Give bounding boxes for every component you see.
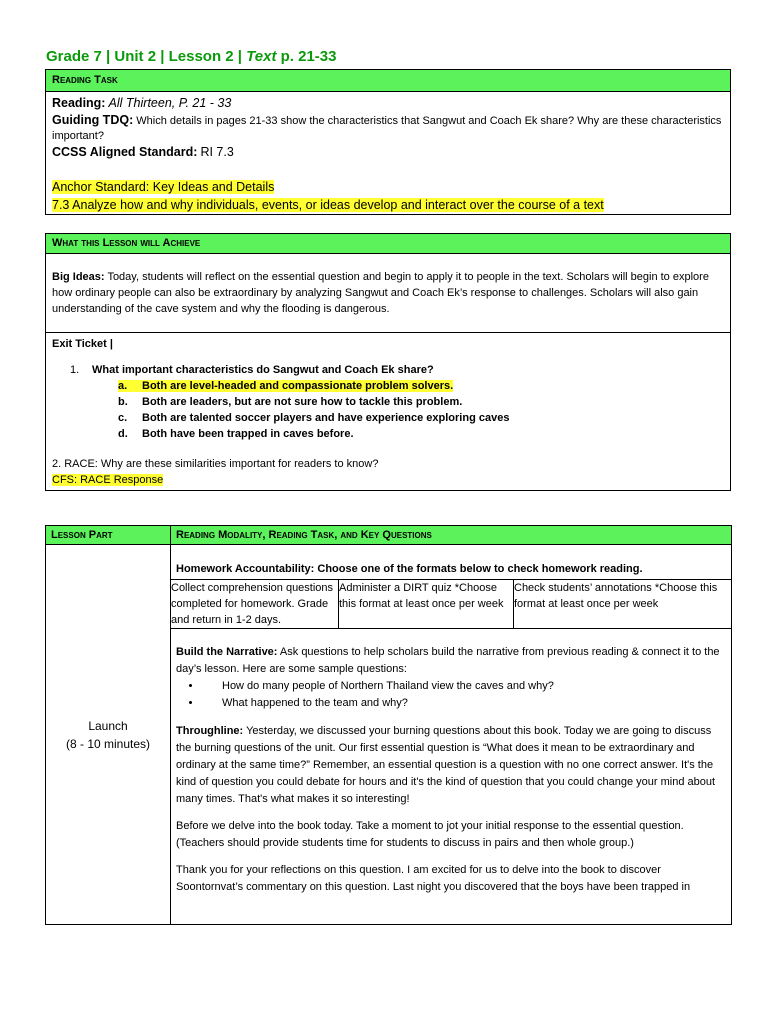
- standard-text: 7.3 Analyze how and why individuals, events, or ideas develop and interact over the course of a text: [52, 198, 604, 212]
- exit-ticket-label: Exit Ticket |: [52, 338, 113, 350]
- lesson-part-cell: [46, 545, 171, 925]
- option-a: [118, 378, 724, 394]
- title-suffix: p. 21-33: [276, 48, 337, 65]
- lesson-table: [45, 525, 732, 925]
- option-text: Both are talented soccer players and have experience exploring caves: [142, 412, 510, 424]
- q1-text: What important characteristics do Sangwut and Coach Ek share?: [92, 364, 434, 376]
- narrative-label: Build the Narrative:: [176, 646, 278, 658]
- option-d: [118, 426, 724, 442]
- col-header-reading-modality: Reading Modality, Reading Task, and Key Questions: [171, 526, 732, 545]
- reading-value: All Thirteen, P. 21 - 33: [108, 96, 232, 110]
- exit-ticket: [46, 333, 730, 492]
- list-item: • How do many people of Northern Thailand view the caves and why?: [202, 678, 726, 695]
- page-title: [46, 48, 336, 65]
- big-ideas: [46, 254, 730, 333]
- reading-label: Reading:: [52, 96, 106, 110]
- tdq-label: Guiding TDQ:: [52, 113, 134, 127]
- format-option: Administer a DIRT quiz *Choose this format at least once per week: [339, 580, 514, 629]
- option-c: [118, 410, 724, 426]
- option-letter: d.: [118, 428, 128, 440]
- tdq-value: Which details in pages 21-33 show the characteristics that Sangwut and Coach Ek share? Why are these characteristics important?: [52, 115, 722, 142]
- title-prefix: Grade 7 | Unit 2 | Lesson 2 |: [46, 48, 247, 65]
- title-text-italic: Text: [246, 48, 277, 65]
- q1-number: 1.: [70, 364, 80, 376]
- build-narrative: [176, 644, 726, 678]
- throughline-text: Yesterday, we discussed your burning questions about this book. Today we are going to discuss the burning questions of the unit. Our first essential question is “What does it mean to be extraordinary and ordinary at the same time?” Remember, an essential question is a question with no one correct answer. It's the kind of question you could debate for hours and it's the kind of question that you could change your mind about many times. That's what makes it so interesting!: [176, 725, 716, 805]
- col-header-lesson-part: Lesson Part: [46, 526, 171, 545]
- option-letter: a.: [118, 380, 128, 392]
- sample-questions-list: [176, 678, 726, 712]
- guiding-tdq: [52, 113, 724, 144]
- throughline-label: Throughline:: [176, 725, 244, 737]
- big-ideas-text: Today, students will reflect on the essential question and begin to apply it to people in the text. Scholars will begin to explore how ordinary people can also be extraordinary by analyzing Sangwut and Coach Ek’s response to challenges. Scholars will also gain understanding of the cave system and why the flooding is dangerous.: [52, 271, 709, 315]
- option-letter: b.: [118, 396, 128, 408]
- option-text: Both have been trapped in caves before.: [142, 428, 354, 440]
- option-letter: c.: [118, 412, 128, 424]
- cfs-label: CFS: RACE Response: [52, 474, 164, 486]
- thanks-paragraph: Thank you for your reflections on this question. I am excited for us to delve into the book to discover Soontornvat’s commentary on this question. Last night you discovered that the boys have been trapped in: [176, 864, 691, 893]
- format-options-table: [171, 579, 731, 629]
- question-2: 2. RACE: Why are these similarities important for readers to know?: [52, 458, 379, 470]
- option-b: [118, 394, 724, 410]
- reading-task-box: [45, 69, 731, 215]
- part-name: Launch: [88, 718, 128, 733]
- list-item: • What happened to the team and why?: [202, 695, 726, 712]
- homework-accountability: Homework Accountability: Choose one of the formats below to check homework reading.: [176, 563, 643, 575]
- achieve-header: What this Lesson will Achieve: [46, 234, 730, 254]
- ccss-line: [52, 144, 724, 162]
- big-ideas-label: Big Ideas:: [52, 271, 105, 283]
- achieve-box: [45, 233, 731, 491]
- narrative-text: Ask questions to help scholars build the narrative from previous reading & connect it to the day’s lesson. Here are some sample questions:: [176, 646, 720, 675]
- ccss-label: CCSS Aligned Standard:: [52, 145, 198, 159]
- format-option: Collect comprehension questions completed for homework. Grade and return in 1-2 days.: [171, 580, 339, 629]
- throughline: [176, 723, 726, 808]
- ccss-value: RI 7.3: [200, 145, 234, 159]
- lesson-content-cell: [171, 545, 732, 925]
- delve-paragraph: Before we delve into the book today. Take a moment to jot your initial response to the essential question. (Teachers should provide students time for students to discuss in pairs and then whole group.): [176, 820, 684, 849]
- question-1: [70, 362, 724, 378]
- reading-task-header: Reading Task: [46, 70, 730, 92]
- option-text: Both are level-headed and compassionate problem solvers.: [142, 380, 454, 392]
- reading-line: [52, 95, 724, 113]
- format-option: Check students’ annotations *Choose this format at least once per week: [514, 580, 732, 629]
- anchor-standard: Anchor Standard: Key Ideas and Details: [52, 180, 275, 194]
- part-time: (8 - 10 minutes): [65, 736, 151, 751]
- option-text: Both are leaders, but are not sure how to tackle this problem.: [142, 396, 463, 408]
